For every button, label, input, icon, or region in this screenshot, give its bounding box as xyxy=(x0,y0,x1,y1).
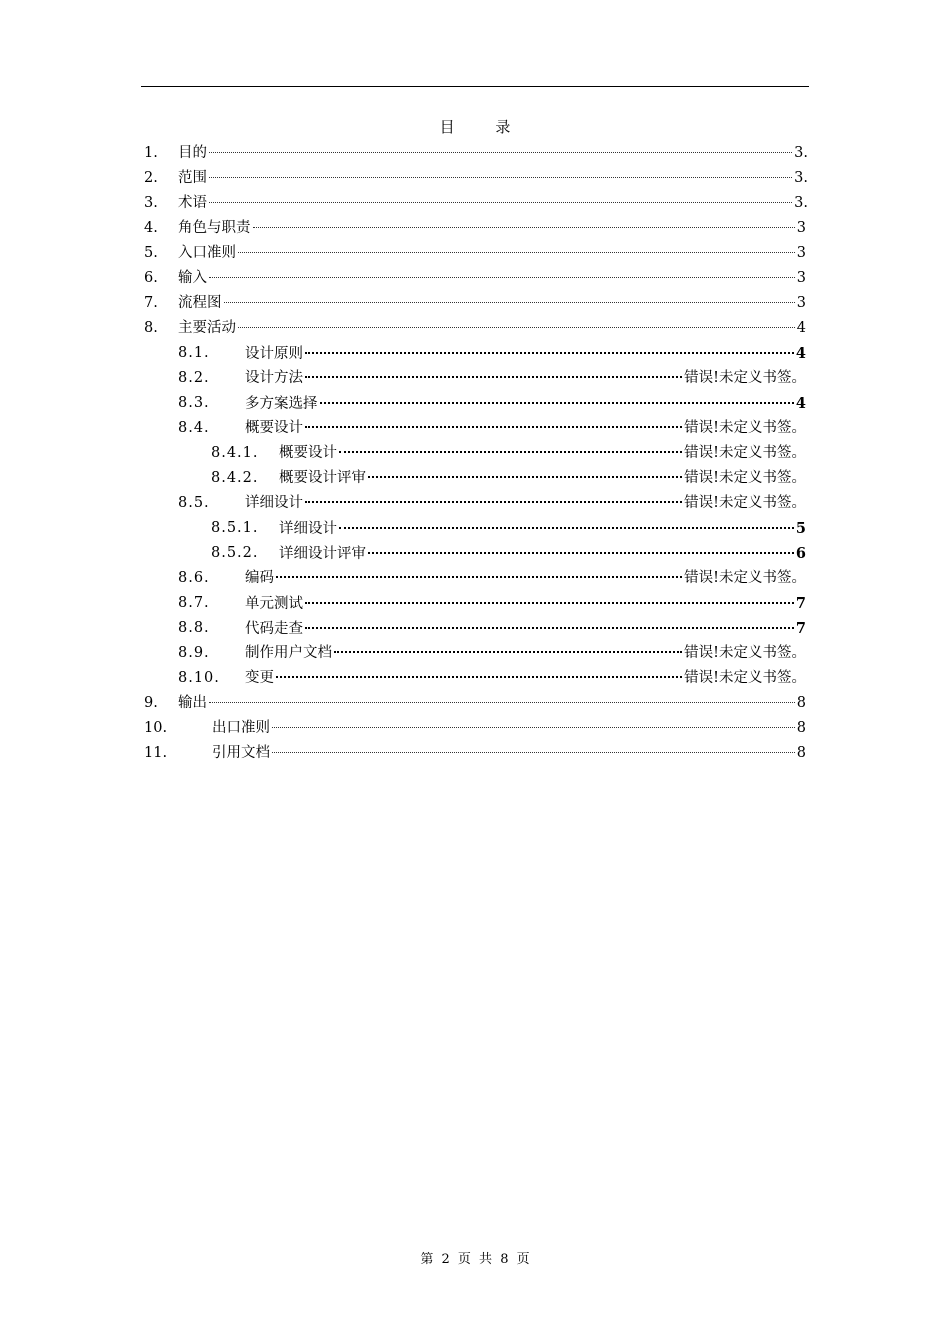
dot-leader xyxy=(209,702,795,703)
toc-entry[interactable] xyxy=(0,141,950,166)
dot-leader xyxy=(368,552,794,554)
toc-entry-label: 详细设计 xyxy=(245,495,303,511)
toc-entry-page: 3. xyxy=(794,145,808,161)
dot-leader xyxy=(305,352,794,354)
toc-entry-number: 7. xyxy=(144,295,158,311)
toc-entry-number: 8.5. xyxy=(178,495,210,511)
toc-entry-page: 7 xyxy=(795,620,806,637)
toc-entry-label: 输出 xyxy=(178,695,207,711)
toc-entry[interactable] xyxy=(0,516,950,541)
dot-leader xyxy=(305,627,794,629)
toc-entry[interactable] xyxy=(0,266,950,291)
toc-entry-number: 8.5.2. xyxy=(211,545,259,561)
toc-entry[interactable] xyxy=(0,291,950,316)
toc-entry-number: 3. xyxy=(144,195,158,211)
toc-entry-number: 8.4.1. xyxy=(211,445,259,461)
toc-entry[interactable] xyxy=(0,166,950,191)
toc-entry-page: 错误!未定义书签。 xyxy=(684,420,806,436)
toc-entry-number: 8.2. xyxy=(178,370,210,386)
toc-entry-page: 4 xyxy=(795,395,806,412)
dot-leader xyxy=(224,302,795,303)
toc-entry[interactable] xyxy=(0,341,950,366)
toc-entry-page: 8 xyxy=(796,720,806,736)
dot-leader xyxy=(209,177,792,178)
toc-entry-number: 10. xyxy=(144,720,168,736)
toc-entry-page: 8 xyxy=(796,695,806,711)
dot-leader xyxy=(305,501,682,503)
toc-entry-number: 8.4.2. xyxy=(211,470,259,486)
toc-entry-number: 8. xyxy=(144,320,158,336)
dot-leader xyxy=(253,227,795,228)
toc-entry-label: 代码走查 xyxy=(245,621,303,637)
toc-entry-number: 8.6. xyxy=(178,570,210,586)
toc-entry[interactable] xyxy=(0,616,950,641)
dot-leader xyxy=(272,752,795,753)
toc-entry-number: 8.9. xyxy=(178,645,210,661)
toc-entry-label: 目的 xyxy=(178,145,207,161)
toc-entry-page: 错误!未定义书签。 xyxy=(684,445,806,461)
toc-entry[interactable] xyxy=(0,241,950,266)
dot-leader xyxy=(209,152,792,153)
toc-entry-label: 变更 xyxy=(245,670,274,686)
toc-entry-label: 术语 xyxy=(178,195,207,211)
toc-entry-page: 3. xyxy=(794,195,808,211)
page-footer: 第 2 页 共 8 页 xyxy=(420,1252,530,1267)
toc-entry-label: 多方案选择 xyxy=(245,396,318,412)
toc-entry[interactable] xyxy=(0,591,950,616)
toc-entry-number: 8.5.1. xyxy=(211,520,259,536)
toc-entry-page: 3 xyxy=(796,270,806,286)
dot-leader xyxy=(339,527,794,529)
toc-entry-label: 主要活动 xyxy=(178,320,236,336)
toc-entry-label: 流程图 xyxy=(178,295,222,311)
toc-entry[interactable] xyxy=(0,716,950,741)
toc-entry[interactable] xyxy=(0,541,950,566)
dot-leader xyxy=(339,451,682,453)
dot-leader xyxy=(305,426,682,428)
toc-entry[interactable] xyxy=(0,466,950,491)
toc-entry-page: 5 xyxy=(795,520,806,537)
toc-entry[interactable] xyxy=(0,416,950,441)
dot-leader xyxy=(368,476,682,478)
toc-entry-number: 8.1. xyxy=(178,345,210,361)
toc-entry[interactable] xyxy=(0,566,950,591)
toc-entry[interactable] xyxy=(0,691,950,716)
toc-entry[interactable] xyxy=(0,191,950,216)
toc-entry-page: 错误!未定义书签。 xyxy=(684,495,806,511)
toc-entry-number: 8.4. xyxy=(178,420,210,436)
dot-leader xyxy=(238,327,795,328)
toc-entry-label: 入口准则 xyxy=(178,245,236,261)
toc-entry-label: 范围 xyxy=(178,170,207,186)
toc-entry-page: 错误!未定义书签。 xyxy=(684,645,806,661)
toc-entry[interactable] xyxy=(0,391,950,416)
toc-entry-number: 11. xyxy=(144,745,168,761)
toc-entry[interactable] xyxy=(0,366,950,391)
toc-entry-number: 9. xyxy=(144,695,158,711)
dot-leader xyxy=(238,252,795,253)
toc-entry-page: 3 xyxy=(796,295,806,311)
toc-entry[interactable] xyxy=(0,741,950,766)
toc-entry-page: 8 xyxy=(796,745,806,761)
toc-entry[interactable] xyxy=(0,316,950,341)
toc-entry-number: 8.10. xyxy=(178,670,220,686)
toc-entry-label: 概要设计 xyxy=(279,445,337,461)
toc-entry-page: 3 xyxy=(796,220,806,236)
toc-entry-label: 概要设计 xyxy=(245,420,303,436)
dot-leader xyxy=(320,402,794,404)
toc-entry-number: 8.3. xyxy=(178,395,210,411)
toc-entry-number: 8.7. xyxy=(178,595,210,611)
toc-entry[interactable] xyxy=(0,641,950,666)
dot-leader xyxy=(276,576,682,578)
toc-entry-label: 设计方法 xyxy=(245,370,303,386)
toc-entry[interactable] xyxy=(0,441,950,466)
toc-entry-number: 2. xyxy=(144,170,158,186)
toc-entry-number: 8.8. xyxy=(178,620,210,636)
dot-leader xyxy=(276,676,682,678)
toc-entry-label: 出口准则 xyxy=(212,720,270,736)
toc-entry-page: 错误!未定义书签。 xyxy=(684,670,806,686)
header-rule xyxy=(141,86,809,87)
dot-leader xyxy=(334,651,682,653)
toc-entry-label: 设计原则 xyxy=(245,346,303,362)
toc-entry-label: 单元测试 xyxy=(245,596,303,612)
toc-entry-page: 3. xyxy=(794,170,808,186)
dot-leader xyxy=(305,376,682,378)
toc-entry-page: 7 xyxy=(795,595,806,612)
toc-entry[interactable] xyxy=(0,666,950,691)
toc-entry-label: 编码 xyxy=(245,570,274,586)
toc-entry-label: 角色与职责 xyxy=(178,220,251,236)
toc-entry-page: 4 xyxy=(796,320,806,336)
dot-leader xyxy=(305,602,794,604)
toc-entry[interactable] xyxy=(0,216,950,241)
toc-title: 目 录 xyxy=(439,118,529,136)
toc-entry-number: 1. xyxy=(144,145,158,161)
dot-leader xyxy=(209,202,792,203)
toc-entry-page: 错误!未定义书签。 xyxy=(684,370,806,386)
toc-entry[interactable] xyxy=(0,491,950,516)
toc-entry-label: 制作用户文档 xyxy=(245,645,332,661)
toc-entry-label: 输入 xyxy=(178,270,207,286)
dot-leader xyxy=(272,727,795,728)
toc-entry-page: 错误!未定义书签。 xyxy=(684,570,806,586)
dot-leader xyxy=(209,277,795,278)
toc-entry-page: 3 xyxy=(796,245,806,261)
toc-entry-label: 详细设计评审 xyxy=(279,546,366,562)
toc-entry-label: 概要设计评审 xyxy=(279,470,366,486)
toc-entry-page: 4 xyxy=(795,345,806,362)
toc-entry-number: 5. xyxy=(144,245,158,261)
toc-entry-number: 4. xyxy=(144,220,158,236)
toc-entry-label: 详细设计 xyxy=(279,521,337,537)
toc-entry-page: 错误!未定义书签。 xyxy=(684,470,806,486)
toc-entry-page: 6 xyxy=(795,545,806,562)
toc-entry-label: 引用文档 xyxy=(212,745,270,761)
toc-entry-number: 6. xyxy=(144,270,158,286)
